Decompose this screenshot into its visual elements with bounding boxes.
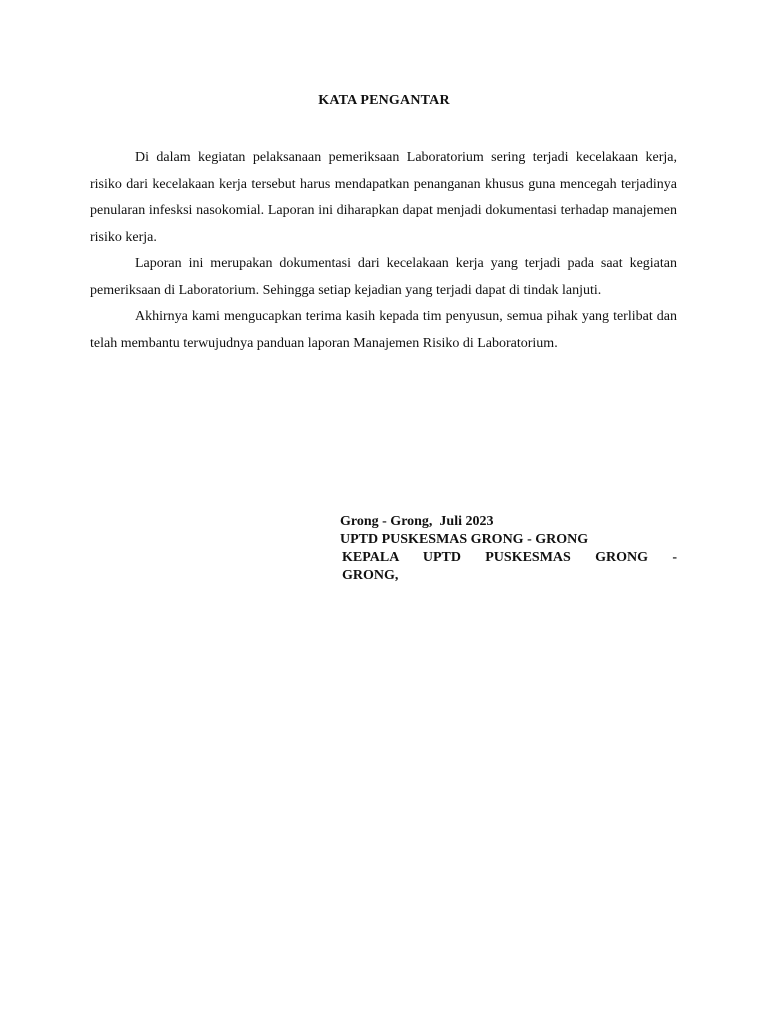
signature-block — [340, 513, 677, 585]
paragraph-3: Akhirnya kami mengucapkan terima kasih kepada tim penyusun, semua pihak yang terlibat dan telah membantu terwujudnya panduan laporan Manajemen Risiko di Laboratorium. — [90, 309, 677, 351]
page-title: KATA PENGANTAR — [318, 93, 450, 108]
signature-position-line2: GRONG, — [342, 568, 399, 583]
paragraph-1: Di dalam kegiatan pelaksanaan pemeriksaan Laboratorium sering terjadi kecelakaan kerja, risiko dari kecelakaan kerja tersebut harus mendapatkan penanganan khusus guna mencegah terjadinya penularan infesksi nasokomial. Laporan ini diharapkan dapat menjadi dokumentasi terhadap manajemen risiko kerja. — [90, 150, 677, 245]
signature-position-line1: KEPALA UPTD PUSKESMAS GRONG - — [342, 550, 677, 565]
paragraph-2: Laporan ini merupakan dokumentasi dari kecelakaan kerja yang terjadi pada saat kegiatan pemeriksaan di Laboratorium. Sehingga setiap kejadian yang terjadi dapat di tindak lanjuti. — [90, 256, 677, 298]
body-text — [90, 145, 677, 357]
signature-place-date: Grong - Grong, Juli 2023 — [340, 514, 494, 529]
signature-institution: UPTD PUSKESMAS GRONG - GRONG — [340, 532, 589, 547]
